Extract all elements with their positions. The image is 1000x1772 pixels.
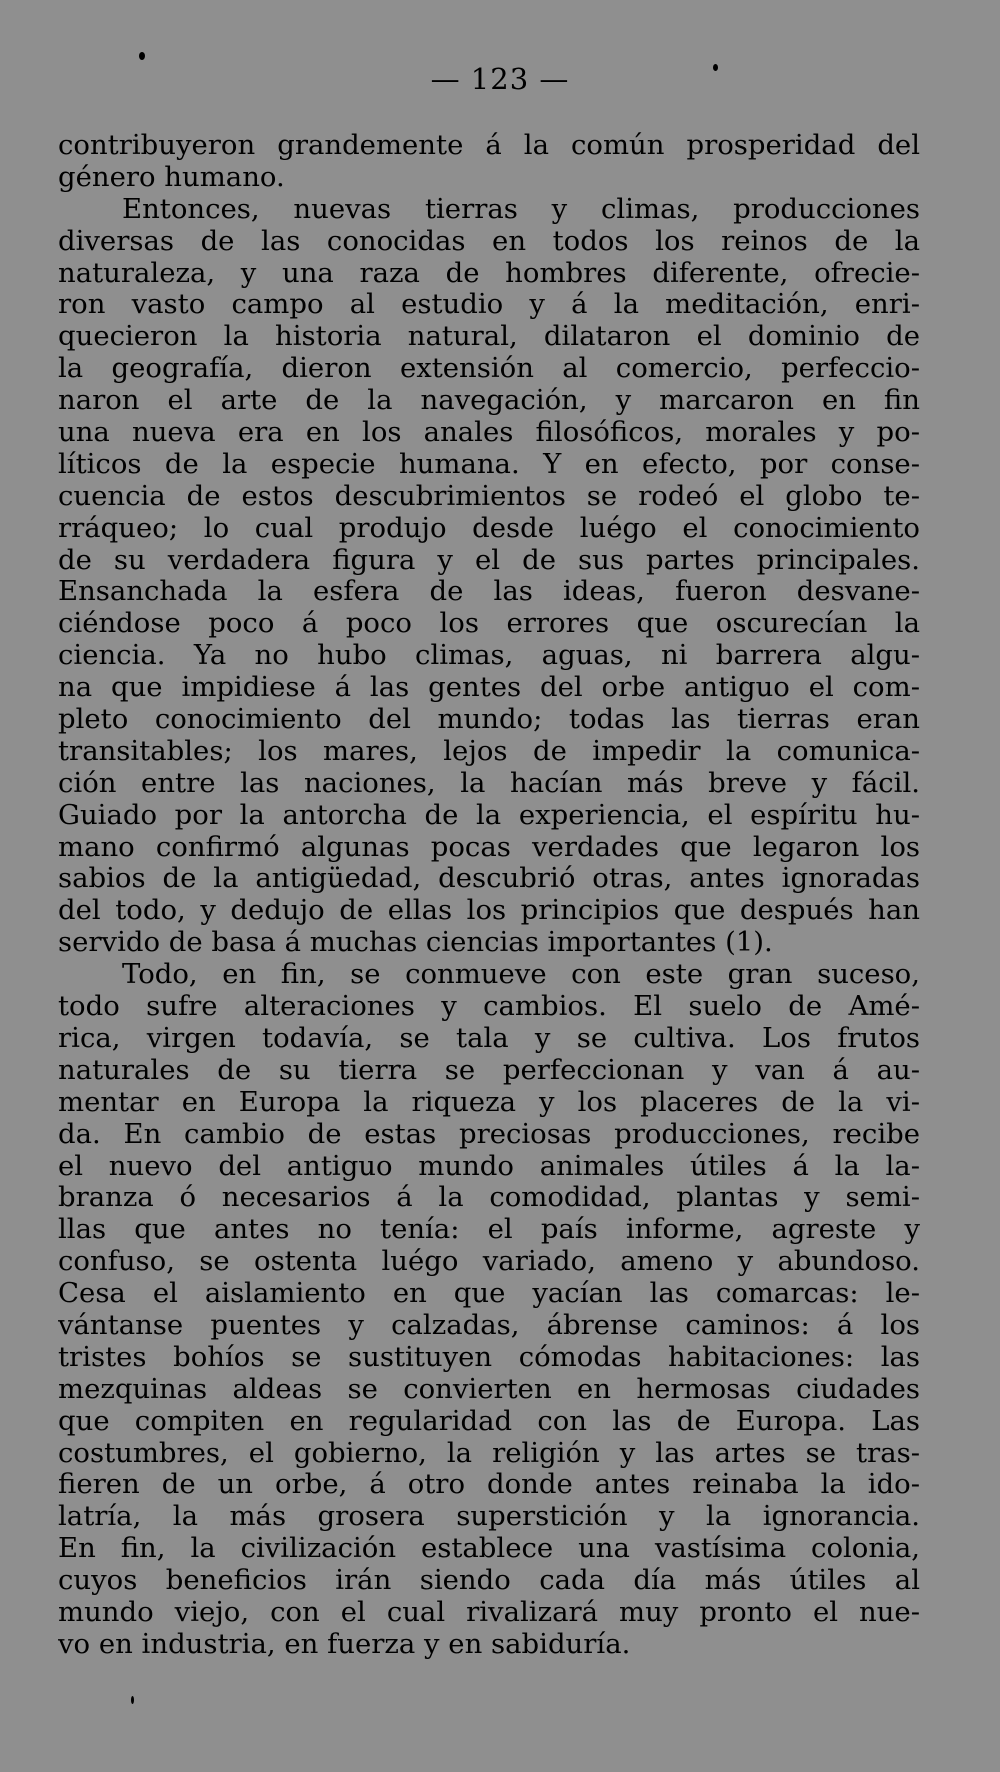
text-line: ción entre las naciones, la hacían más breve y fácil.	[58, 767, 920, 799]
text-line: naron el arte de la navegación, y marcaron en fin	[58, 385, 920, 417]
text-line: vántanse puentes y calzadas, ábrense caminos: á los	[58, 1309, 920, 1341]
text-line: naturales de su tierra se perfeccionan y van á au-	[58, 1054, 920, 1086]
paper-speck	[131, 1696, 134, 1704]
text-line: Entonces, nuevas tierras y climas, producciones	[122, 193, 920, 225]
text-line: el nuevo del antiguo mundo animales útiles á la la-	[58, 1150, 920, 1182]
text-line: llas que antes no tenía: el país informe, agreste y	[58, 1214, 920, 1246]
text-line: líticos de la especie humana. Y en efecto, por conse-	[58, 448, 920, 480]
text-line: mano confirmó algunas pocas verdades que legaron los	[58, 831, 920, 863]
text-line: de su verdadera figura y el de sus partes principales.	[58, 544, 920, 576]
text-line: contribuyeron grandemente á la común prosperidad del	[58, 130, 920, 161]
text-line: tristes bohíos se sustituyen cómodas habitaciones: las	[58, 1341, 920, 1373]
text-line: confuso, se ostenta luégo variado, ameno y abundoso.	[58, 1246, 920, 1278]
text-line: del todo, y dedujo de ellas los principios que después han	[58, 895, 920, 927]
text-line: la geografía, dieron extensión al comercio, perfeccio-	[58, 353, 920, 385]
page-number: — 123 —	[430, 62, 570, 96]
text-line: En fin, la civilización establece una vastísima colonia,	[58, 1533, 920, 1565]
text-line: Todo, en fin, se conmueve con este gran suceso,	[122, 959, 920, 991]
text-line: quecieron la historia natural, dilataron el dominio de	[58, 321, 920, 353]
text-line: vo en industria, en fuerza y en sabiduría.	[58, 1628, 631, 1660]
text-line: una nueva era en los anales filosóficos, morales y po-	[58, 417, 920, 449]
text-line: branza ó necesarios á la comodidad, plantas y semi-	[58, 1182, 920, 1214]
text-line: ron vasto campo al estudio y á la meditación, enri-	[58, 289, 920, 321]
paper-speck	[713, 64, 718, 71]
text-line: rráqueo; lo cual produjo desde luégo el conocimiento	[58, 512, 920, 544]
text-line: que compiten en regularidad con las de Europa. Las	[58, 1405, 920, 1437]
text-line: rica, virgen todavía, se tala y se cultiva. Los frutos	[58, 1022, 920, 1054]
text-line: servido de basa á muchas ciencias importantes (1).	[58, 927, 773, 959]
text-line: mezquinas aldeas se convierten en hermosas ciudades	[58, 1373, 920, 1405]
text-line: costumbres, el gobierno, la religión y las artes se tras-	[58, 1437, 920, 1469]
text-line: ciencia. Ya no hubo climas, aguas, ni barrera algu-	[58, 640, 920, 672]
text-line: na que impidiese á las gentes del orbe antiguo el com-	[58, 672, 920, 704]
text-line: cuencia de estos descubrimientos se rodeó el globo te-	[58, 480, 920, 512]
text-line: Cesa el aislamiento en que yacían las comarcas: le-	[58, 1278, 920, 1310]
text-line: ciéndose poco á poco los errores que oscurecían la	[58, 608, 920, 640]
text-line: mentar en Europa la riqueza y los placeres de la vi-	[58, 1086, 920, 1118]
text-line: Ensanchada la esfera de las ideas, fueron desvane-	[58, 576, 920, 608]
body-text	[58, 130, 920, 1661]
text-line: mundo viejo, con el cual rivalizará muy pronto el nue-	[58, 1596, 920, 1628]
text-line: latría, la más grosera superstición y la ignorancia.	[58, 1501, 920, 1533]
text-line: fieren de un orbe, á otro donde antes reinaba la ido-	[58, 1469, 920, 1501]
text-line: todo sufre alteraciones y cambios. El suelo de Amé-	[58, 991, 920, 1023]
paper-speck	[139, 52, 145, 60]
text-line: Guiado por la antorcha de la experiencia, el espíritu hu-	[58, 799, 920, 831]
text-line: sabios de la antigüedad, descubrió otras, antes ignoradas	[58, 863, 920, 895]
text-line: pleto conocimiento del mundo; todas las tierras eran	[58, 704, 920, 736]
text-line: cuyos beneficios irán siendo cada día más útiles al	[58, 1565, 920, 1597]
text-line: diversas de las conocidas en todos los reinos de la	[58, 225, 920, 257]
text-line: género humano.	[58, 161, 285, 193]
text-line: transitables; los mares, lejos de impedir la comunica-	[58, 735, 920, 767]
text-line: naturaleza, y una raza de hombres diferente, ofrecie-	[58, 257, 920, 289]
text-line: da. En cambio de estas preciosas producciones, recibe	[58, 1118, 920, 1150]
